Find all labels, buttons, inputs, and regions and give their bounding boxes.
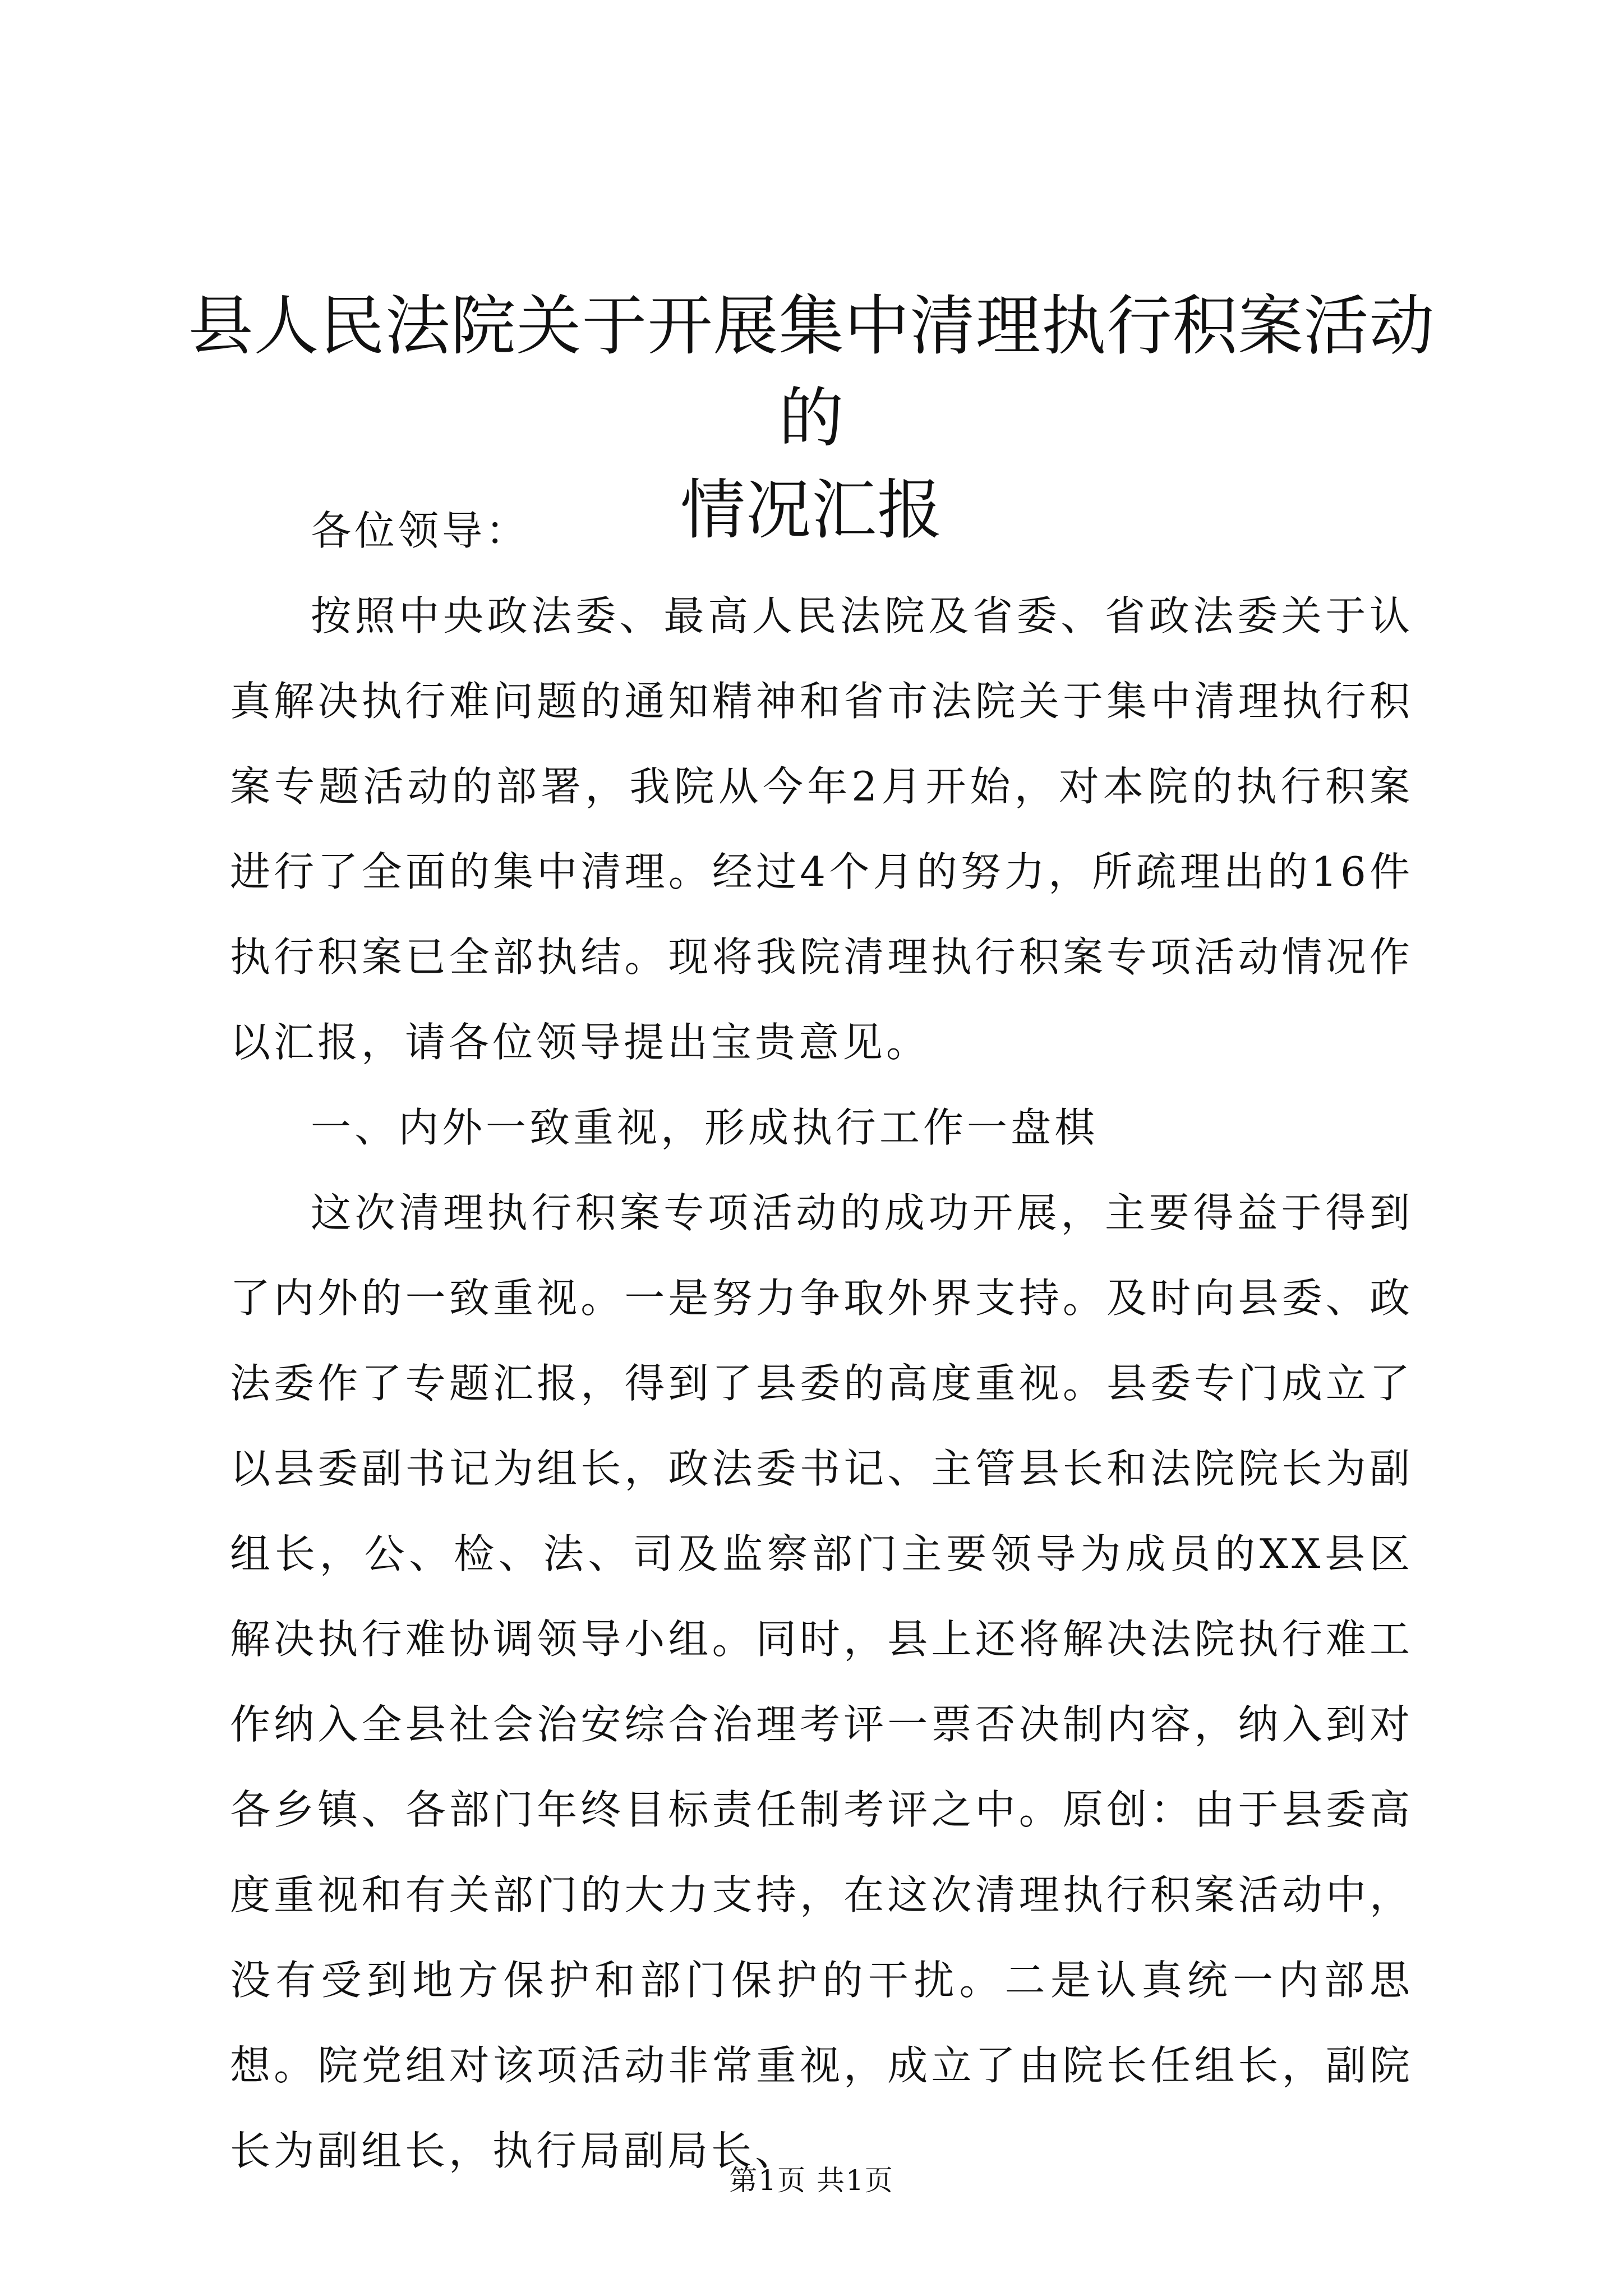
paragraph-intro: 按照中央政法委、最高人民法院及省委、省政法委关于认真解决执行难问题的通知精神和省市法院关于集中清理执行积案专题活动的部署，我院从今年2月开始，对本院的执行积案进行了全面的集中清理。经过4个月的努力，所疏理出的16件执行积案已全部执结。现将我院清理执行积案专项活动情况作以汇报，请各位领导提出宝贵意见。 <box>230 592 1413 1066</box>
paragraph-section-1: 这次清理执行积案专项活动的成功开展，主要得益于得到了内外的一致重视。一是努力争取外界支持。及时向县委、政法委作了专题汇报，得到了县委的高度重视。县委专门成立了以县委副书记为组长，政法委书记、主管县长和法院院长为副组长，公、检、法、司及监察部门主要领导为成员的XX县区解决执行难协调领导小组。同时，县上还将解决法院执行难工作纳入全县社会治安综合治理考评一票否决制内容，纳入到对各乡镇、各部门年终目标责任制考评之中。原创：由于县委高度重视和有关部门的大力支持，在这次清理执行积案活动中，没有受到地方保护和部门保护的干扰。二是认真统一内部思想。院党组对该项活动非常重视，成立了由院长任组长，副院长为副组长，执行局副局长、 <box>230 1189 1413 2174</box>
title-line-2: 情况汇报 <box>680 472 943 548</box>
page-footer: 第1页 共1页 <box>729 2164 894 2197</box>
section-heading-1: 一、内外一致重视，形成执行工作一盘棋 <box>311 1104 1099 1151</box>
document-body <box>230 488 1413 2193</box>
salutation: 各位领导： <box>311 507 530 554</box>
title-line-1: 县人民法院关于开展集中清理执行积案活动的 <box>188 288 1435 456</box>
